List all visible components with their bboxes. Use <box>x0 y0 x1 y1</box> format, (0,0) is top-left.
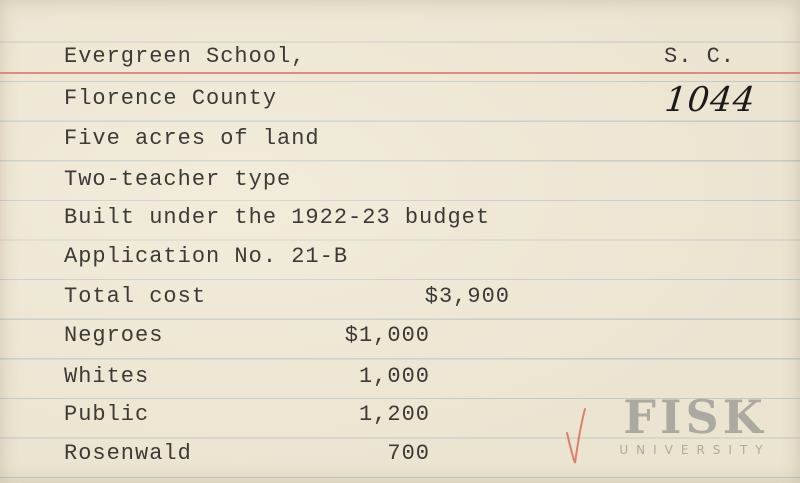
rosenwald-label: Rosenwald <box>64 441 192 466</box>
rosenwald-value: 700 <box>387 441 430 466</box>
fisk-university-watermark <box>600 392 790 472</box>
budget-line: Built under the 1922-23 budget <box>64 205 491 230</box>
watermark-main-text: FISK <box>623 390 767 444</box>
red-header-rule <box>0 72 800 74</box>
whites-value: 1,000 <box>358 364 430 389</box>
total-cost-value: $3,900 <box>424 284 510 309</box>
negroes-value: $1,000 <box>344 323 430 348</box>
watermark-sub-text: UNIVERSITY <box>619 443 771 457</box>
school-name: Evergreen School, <box>64 44 306 69</box>
public-label: Public <box>64 402 150 427</box>
county-line: Florence County <box>64 86 278 111</box>
card-number: 1044 <box>662 80 758 120</box>
red-check-mark-icon <box>564 405 588 465</box>
total-cost-label: Total cost <box>64 284 207 309</box>
state-abbreviation: S. C. <box>664 44 736 69</box>
negroes-label: Negroes <box>64 323 164 348</box>
application-line: Application No. 21-B <box>64 244 349 269</box>
whites-label: Whites <box>64 364 150 389</box>
type-line: Two-teacher type <box>64 167 292 192</box>
public-value: 1,200 <box>358 402 430 427</box>
land-line: Five acres of land <box>64 126 320 151</box>
